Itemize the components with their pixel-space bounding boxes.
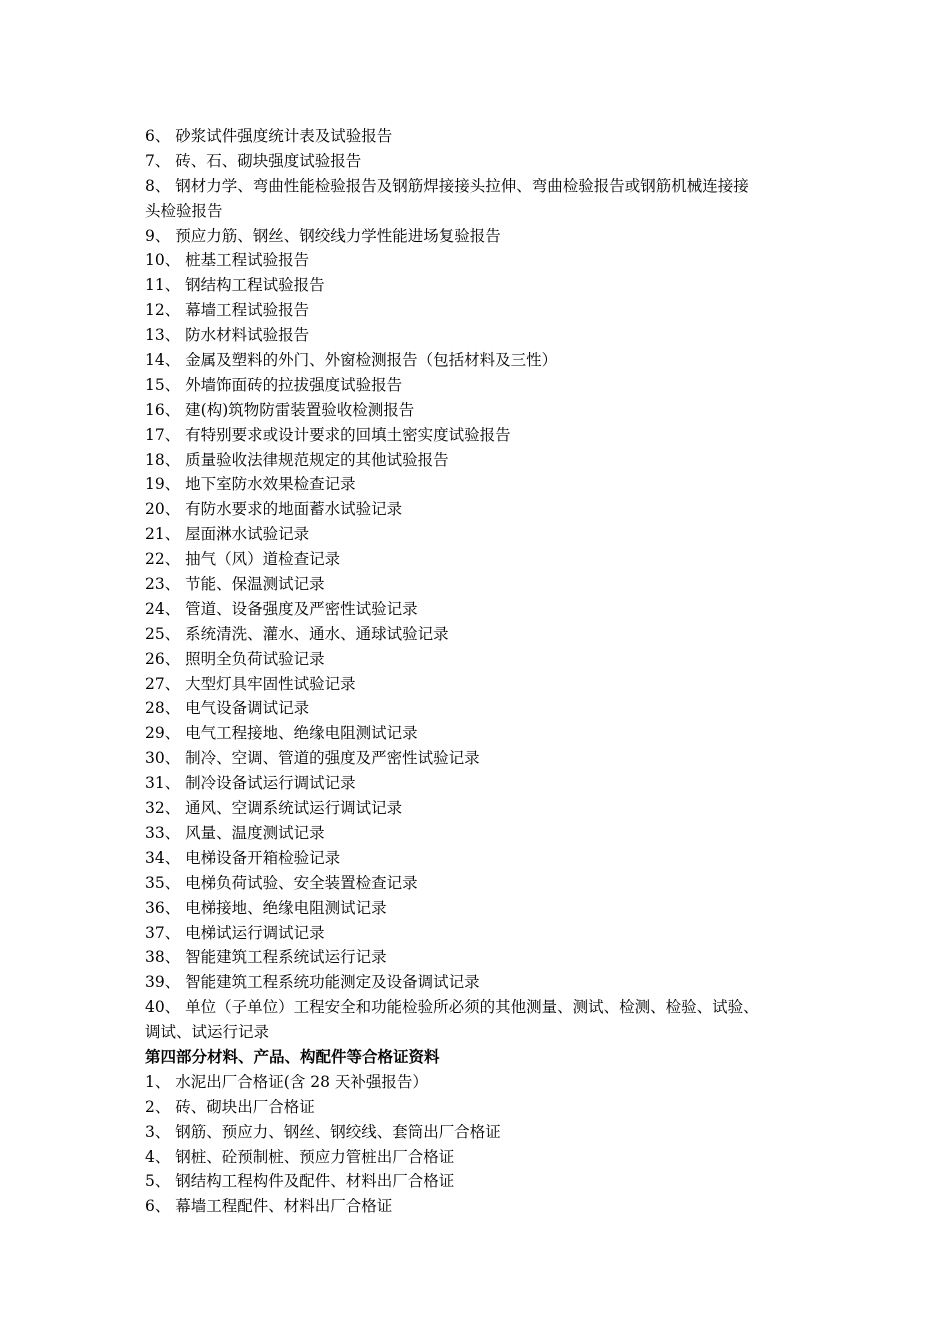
list-item: 30、 制冷、空调、管道的强度及严密性试验记录 [145, 749, 480, 768]
list-item: 16、 建(构)筑物防雷装置验收检测报告 [145, 400, 415, 419]
list-item: 24、 管道、设备强度及严密性试验记录 [145, 599, 418, 618]
list-item-continuation: 头检验报告 [145, 201, 223, 220]
list-item: 9、 预应力筋、钢丝、钢绞线力学性能进场复验报告 [145, 226, 501, 245]
list-item-continuation: 调试、试运行记录 [145, 1023, 270, 1042]
list-item: 36、 电梯接地、绝缘电阻测试记录 [145, 898, 387, 917]
list-item: 21、 屋面淋水试验记录 [145, 525, 310, 544]
list-item: 27、 大型灯具牢固性试验记录 [145, 674, 356, 693]
list-item: 18、 质量验收法律规范规定的其他试验报告 [145, 450, 449, 469]
list-item: 28、 电气设备调试记录 [145, 699, 310, 718]
list-item: 6、 砂浆试件强度统计表及试验报告 [145, 127, 393, 145]
list-item: 1、 水泥出厂合格证(含 28 天补强报告） [145, 1072, 428, 1091]
list-item: 31、 制冷设备试运行调试记录 [145, 774, 356, 793]
list-item: 20、 有防水要求的地面蓄水试验记录 [145, 500, 403, 519]
list-item: 13、 防水材料试验报告 [145, 326, 310, 345]
list-item: 22、 抽气（风）道检查记录 [145, 550, 341, 569]
list-item: 33、 风量、温度测试记录 [145, 823, 325, 842]
list-item: 25、 系统清洗、灌水、通水、通球试验记录 [145, 624, 449, 643]
list-item: 29、 电气工程接地、绝缘电阻测试记录 [145, 724, 418, 743]
list-item: 32、 通风、空调系统试运行调试记录 [145, 799, 403, 818]
list-item: 35、 电梯负荷试验、安全装置检查记录 [145, 873, 418, 892]
list-item: 34、 电梯设备开箱检验记录 [145, 848, 341, 867]
list-item: 14、 金属及塑料的外门、外窗检测报告（包括材料及三性） [145, 351, 558, 370]
list-item: 8、 钢材力学、弯曲性能检验报告及钢筋焊接接头拉伸、弯曲检验报告或钢筋机械连接接 [145, 176, 749, 195]
list-item: 15、 外墙饰面砖的拉拔强度试验报告 [145, 375, 403, 394]
list-item: 40、 单位（子单位）工程安全和功能检验所必须的其他测量、测试、检测、检验、试验、 [145, 998, 759, 1017]
list-item: 11、 钢结构工程试验报告 [145, 276, 325, 295]
list-item: 12、 幕墙工程试验报告 [145, 301, 310, 320]
list-item: 3、 钢筋、预应力、钢丝、钢绞线、套筒出厂合格证 [145, 1122, 501, 1141]
list-item: 39、 智能建筑工程系统功能测定及设备调试记录 [145, 973, 480, 992]
list-item: 37、 电梯试运行调试记录 [145, 923, 325, 942]
list-item: 17、 有特别要求或设计要求的回填土密实度试验报告 [145, 425, 511, 444]
document-body [145, 124, 815, 1219]
list-item: 38、 智能建筑工程系统试运行记录 [145, 948, 387, 967]
section-heading: 第四部分材料、产品、构配件等合格证资料 [145, 1046, 440, 1066]
list-item: 6、 幕墙工程配件、材料出厂合格证 [145, 1197, 393, 1216]
list-item: 23、 节能、保温测试记录 [145, 575, 325, 594]
list-item: 5、 钢结构工程构件及配件、材料出厂合格证 [145, 1172, 455, 1191]
list-item: 2、 砖、砌块出厂合格证 [145, 1097, 315, 1116]
list-item: 10、 桩基工程试验报告 [145, 251, 310, 270]
list-item: 19、 地下室防水效果检查记录 [145, 475, 356, 494]
list-item: 7、 砖、石、砌块强度试验报告 [145, 151, 362, 170]
list-item: 4、 钢桩、砼预制桩、预应力管桩出厂合格证 [145, 1147, 455, 1166]
list-item: 26、 照明全负荷试验记录 [145, 649, 325, 668]
